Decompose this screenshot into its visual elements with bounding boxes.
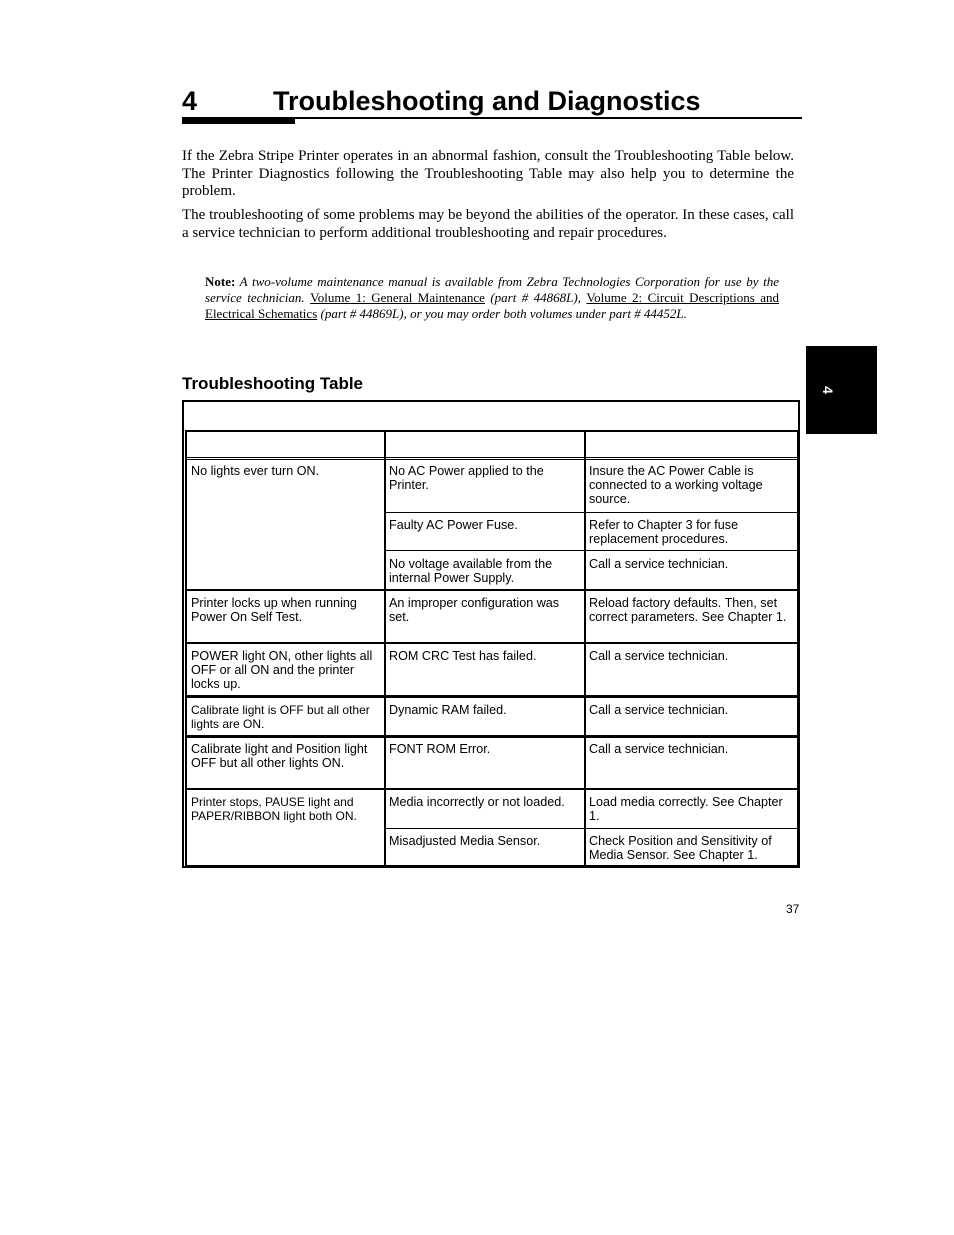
table-cell-cause: No AC Power applied to the Printer. <box>389 464 544 493</box>
table-cell-solution: Call a service technician. <box>589 649 729 663</box>
note-text-c: (part # 44869L), or you may order both volumes under part # 44452L. <box>317 305 687 321</box>
table-rule <box>186 430 798 432</box>
table-cell-symptom: Calibrate light is OFF but all other lights are ON. <box>191 703 370 732</box>
table-cell-solution: Reload factory defaults. Then, set correct parameters. See Chapter 1. <box>589 596 787 625</box>
table-rule <box>186 865 798 866</box>
table-cell-solution: Call a service technician. <box>589 703 729 717</box>
table-rule <box>584 430 586 866</box>
table-rule <box>185 430 187 866</box>
section-heading: Troubleshooting Table <box>182 374 364 393</box>
table-cell-solution: Call a service technician. <box>589 557 729 571</box>
table-cell-symptom: Printer stops, PAUSE light and PAPER/RIBBON light both ON. <box>191 795 357 824</box>
table-cell-cause: Misadjusted Media Sensor. <box>389 834 541 848</box>
table-rule <box>186 457 798 458</box>
table-rule <box>186 735 798 738</box>
intro-paragraph-1: If the Zebra Stripe Printer operates in an abnormal fashion, consult the Troubleshooting Table below. The Printer Diagnostics following the Troubleshooting Table may also help you to determine the problem. <box>182 148 794 200</box>
volume-1-title: Volume 1: General Maintenance <box>310 289 485 305</box>
table-cell-cause: No voltage available from the internal Power Supply. <box>389 557 553 586</box>
chapter-number: 4 <box>182 86 198 116</box>
note-text-b: (part # 44868L), <box>484 289 587 305</box>
heading-rule-accent <box>182 119 295 124</box>
table-rule <box>186 788 798 790</box>
chapter-title: Troubleshooting and Diagnostics <box>273 86 701 116</box>
note-text-a: A two-volume maintenance manual is available from Zebra Technologies Corporation for use by the service technician. <box>205 274 779 305</box>
table-cell-symptom: POWER light ON, other lights all OFF or all ON and the printer locks up. <box>191 649 373 692</box>
table-cell-cause: FONT ROM Error. <box>389 742 491 756</box>
table-cell-symptom: No lights ever turn ON. <box>191 464 320 478</box>
table-cell-cause: Dynamic RAM failed. <box>389 703 507 717</box>
table-rule <box>797 430 799 866</box>
page-number: 37 <box>786 902 800 916</box>
volume-2-title: Volume 2: Circuit Descriptions and Electrical Schematics <box>205 289 780 321</box>
table-cell-solution: Refer to Chapter 3 for fuse replacement procedures. <box>589 518 739 547</box>
table-rule <box>385 828 798 829</box>
table-cell-solution: Call a service technician. <box>589 742 729 756</box>
table-rule <box>186 695 798 698</box>
table-rule <box>385 512 798 513</box>
table-rule <box>385 550 798 551</box>
note-label: Note: <box>205 274 236 289</box>
table-cell-symptom: Calibrate light and Position light OFF but all other lights ON. <box>191 742 368 771</box>
table-rule <box>384 430 386 866</box>
table-rule <box>186 459 798 460</box>
intro-paragraph-2: The troubleshooting of some problems may be beyond the abilities of the operator. In these cases, call a service technician to perform additional troubleshooting and repair procedures. <box>182 207 794 241</box>
table-cell-cause: Media incorrectly or not loaded. <box>389 795 565 809</box>
table-cell-cause: An improper configuration was set. <box>389 596 560 625</box>
troubleshooting-table <box>182 400 800 868</box>
side-tab-label: 4 <box>819 386 836 394</box>
maintenance-note <box>205 274 779 321</box>
chapter-heading <box>182 84 802 118</box>
table-cell-solution: Check Position and Sensitivity of Media Sensor. See Chapter 1. <box>589 834 772 863</box>
table-rule <box>186 642 798 644</box>
table-cell-symptom: Printer locks up when running Power On Self Test. <box>191 596 357 625</box>
table-cell-solution: Insure the AC Power Cable is connected to a working voltage source. <box>589 464 763 507</box>
table-cell-cause: ROM CRC Test has failed. <box>389 649 537 663</box>
table-rule <box>186 589 798 591</box>
chapter-side-tab <box>806 346 877 434</box>
table-cell-solution: Load media correctly. See Chapter 1. <box>589 795 783 824</box>
table-cell-cause: Faulty AC Power Fuse. <box>389 518 518 532</box>
